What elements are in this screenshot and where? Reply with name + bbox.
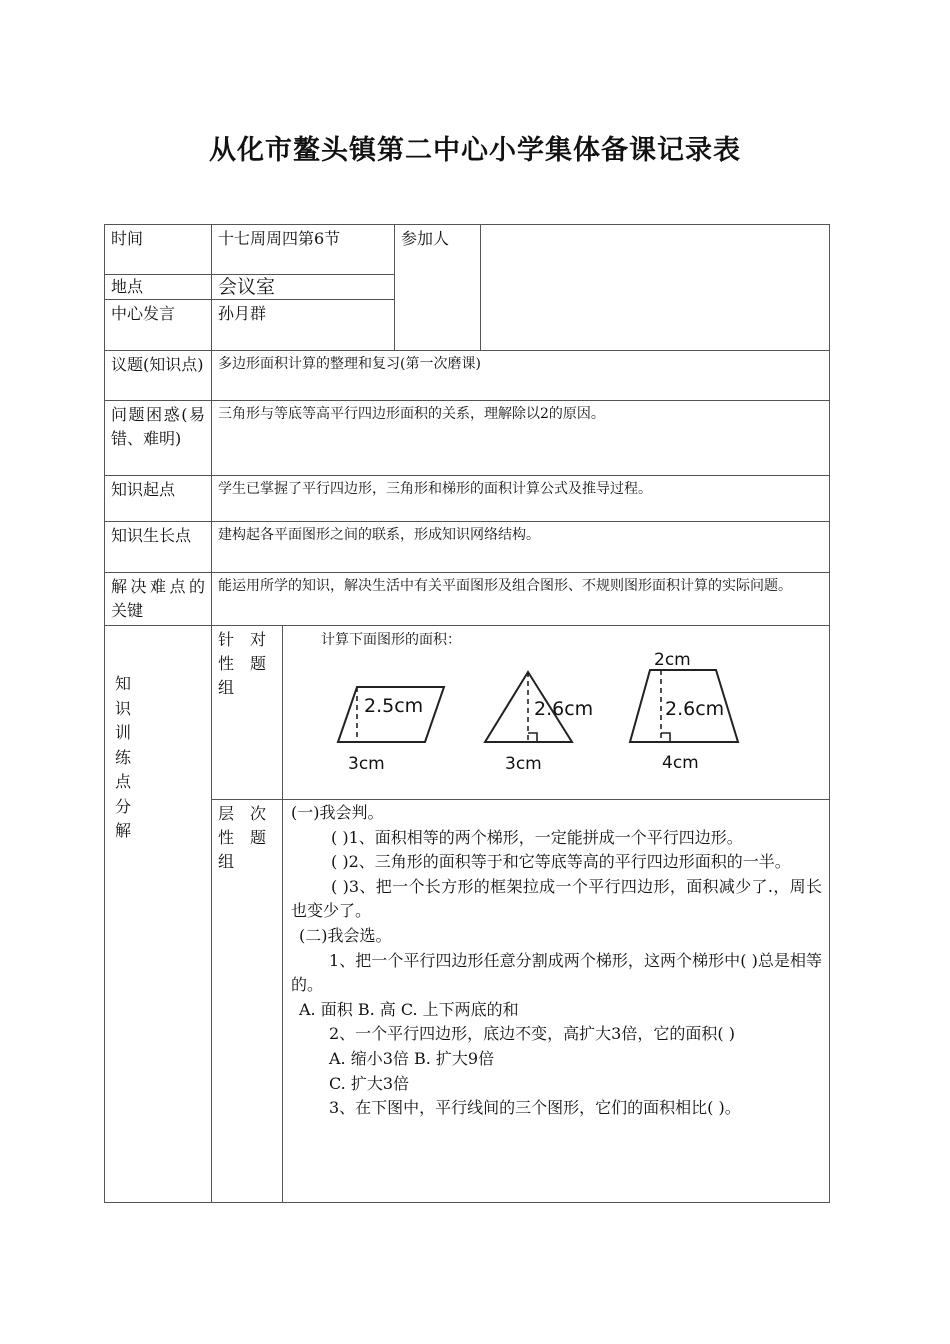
judge-question-3: ( )3、把一个长方形的框架拉成一个平行四边形，面积减少了.，周长也变少了。 bbox=[291, 876, 822, 921]
layered-row bbox=[105, 800, 830, 1203]
confusion-value: 三角形与等底等高平行四边形面积的关系，理解除以2的原因。 bbox=[212, 401, 830, 476]
start-point-label: 知识起点 bbox=[105, 476, 212, 522]
parallelogram-base-label: 3cm bbox=[348, 754, 385, 774]
choice-question-2: 2、一个平行四边形，底边不变，高扩大3倍，它的面积( ) bbox=[329, 1024, 735, 1044]
triangle-right-angle-mark bbox=[528, 733, 537, 742]
trapezoid-height-label: 2.6cm bbox=[665, 698, 725, 720]
time-value: 十七周周四第6节 bbox=[212, 225, 395, 275]
training-section-label: 知 识 训 练 点 分 解 bbox=[105, 626, 212, 1203]
trapezoid-bottom-label: 4cm bbox=[662, 753, 699, 773]
judge-heading: (一)我会判。 bbox=[291, 803, 384, 822]
judge-question-1: ( )1、面积相等的两个梯形，一定能拼成一个平行四边形。 bbox=[331, 827, 743, 847]
figure-prompt: 计算下面图形的面积： bbox=[321, 632, 461, 648]
place-value: 会议室 bbox=[212, 275, 395, 300]
parallelogram-figure bbox=[338, 687, 444, 774]
triangle-height-label: 2.6cm bbox=[534, 698, 594, 720]
triangle-base-label: 3cm bbox=[505, 754, 542, 774]
growth-point-label: 知识生长点 bbox=[105, 522, 212, 573]
participants-value bbox=[481, 225, 830, 351]
targeted-category-label: 针 对 性 题 组 bbox=[212, 626, 283, 800]
place-label: 地点 bbox=[105, 275, 212, 300]
growth-point-value: 建构起各平面图形之间的联系，形成知识网络结构。 bbox=[212, 522, 830, 573]
growth-point-row bbox=[105, 522, 830, 573]
topic-value: 多边形面积计算的整理和复习(第一次磨课) bbox=[212, 351, 830, 401]
key-value: 能运用所学的知识，解决生活中有关平面图形及组合图形、不规则图形面积计算的实际问题。 bbox=[212, 573, 830, 626]
choice-options-2b: C. 扩大3倍 bbox=[329, 1073, 410, 1093]
time-label: 时间 bbox=[105, 225, 212, 275]
judge-question-2: ( )2、三角形的面积等于和它等底等高的平行四边形面积的一半。 bbox=[331, 852, 791, 872]
targeted-row bbox=[105, 626, 830, 800]
start-point-value: 学生已掌握了平行四边形，三角形和梯形的面积计算公式及推导过程。 bbox=[212, 476, 830, 522]
key-row bbox=[105, 573, 830, 626]
participants-label: 参加人 bbox=[395, 225, 481, 351]
layered-category-label: 层 次 性 题 组 bbox=[212, 800, 283, 1203]
time-row bbox=[105, 225, 830, 275]
speaker-label: 中心发言 bbox=[105, 300, 212, 351]
key-label: 解决难点的关键 bbox=[105, 573, 212, 626]
trapezoid-right-angle-mark bbox=[661, 733, 670, 742]
layered-questions bbox=[283, 800, 830, 1203]
trapezoid-figure bbox=[630, 652, 738, 773]
parallelogram-height-label: 2.5cm bbox=[364, 695, 424, 717]
choice-heading: (二)我会选。 bbox=[299, 925, 392, 945]
start-point-row bbox=[105, 476, 830, 522]
trapezoid-top-label: 2cm bbox=[654, 652, 691, 670]
triangle-figure bbox=[485, 672, 593, 774]
confusion-label: 问题困惑(易错、难明) bbox=[105, 401, 212, 476]
choice-options-2a: A. 缩小3倍 B. 扩大9倍 bbox=[329, 1048, 495, 1068]
topic-label: 议题(知识点) bbox=[105, 351, 212, 401]
page-title: 从化市鳌头镇第二中心小学集体备课记录表 bbox=[209, 135, 741, 166]
choice-question-1: 1、把一个平行四边形任意分割成两个梯形，这两个梯形中( )总是相等的。 bbox=[291, 950, 822, 995]
choice-question-3: 3、在下图中，平行线间的三个图形，它们的面积相比( )。 bbox=[329, 1098, 741, 1118]
speaker-value: 孙月群 bbox=[212, 300, 395, 351]
lesson-record-table bbox=[104, 224, 830, 1203]
figures-diagram bbox=[283, 652, 823, 782]
targeted-content bbox=[283, 626, 830, 800]
topic-row bbox=[105, 351, 830, 401]
confusion-row bbox=[105, 401, 830, 476]
choice-options-1: A. 面积 B. 高 C. 上下两底的和 bbox=[299, 999, 519, 1019]
